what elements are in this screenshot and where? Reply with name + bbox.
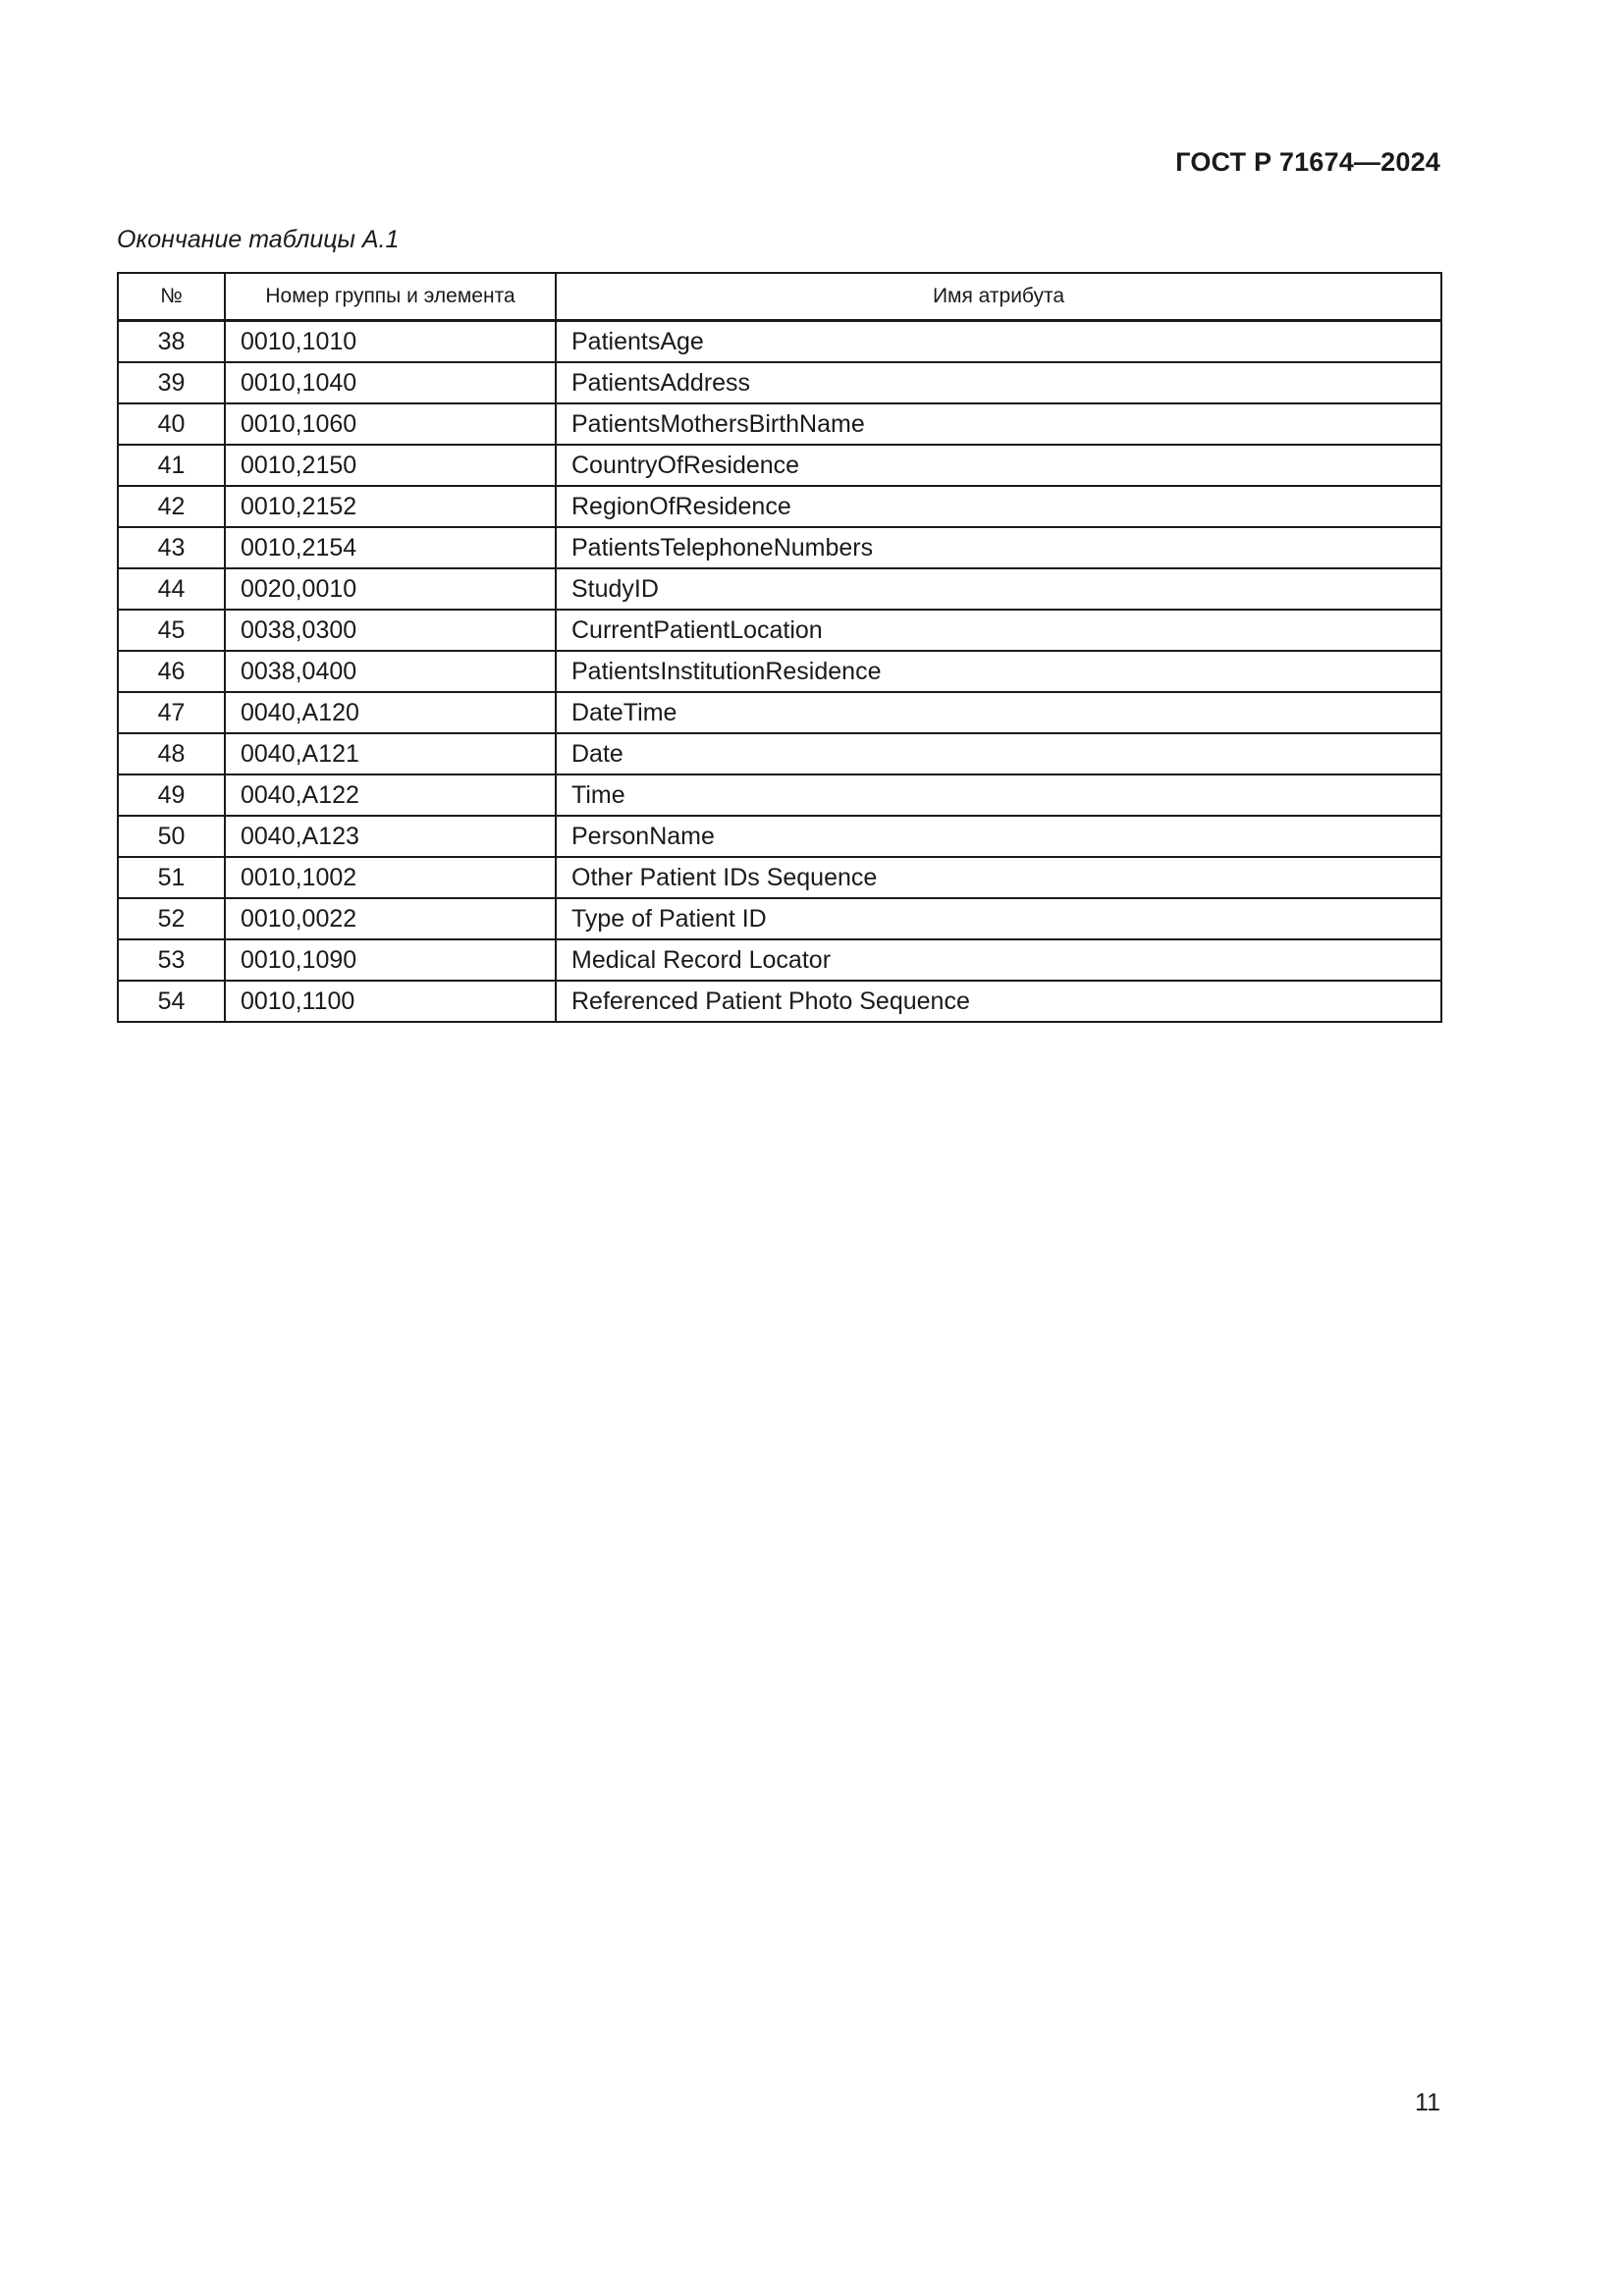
- attribute-name: Other Patient IDs Sequence: [556, 857, 1441, 898]
- table-row: [118, 403, 1441, 445]
- header-row: [118, 273, 1441, 321]
- table-row: [118, 568, 1441, 610]
- group-element-number: 0010,1100: [225, 981, 556, 1022]
- group-element-number: 0010,1010: [225, 321, 556, 363]
- row-number: 44: [118, 568, 225, 610]
- column-header-attribute-name: Имя атрибута: [556, 273, 1441, 321]
- table-row: [118, 692, 1441, 733]
- table-row: [118, 981, 1441, 1022]
- table-row: [118, 857, 1441, 898]
- row-number: 53: [118, 939, 225, 981]
- table-row: [118, 898, 1441, 939]
- group-element-number: 0010,1060: [225, 403, 556, 445]
- attribute-name: RegionOfResidence: [556, 486, 1441, 527]
- attribute-name: CountryOfResidence: [556, 445, 1441, 486]
- group-element-number: 0020,0010: [225, 568, 556, 610]
- row-number: 43: [118, 527, 225, 568]
- group-element-number: 0010,1090: [225, 939, 556, 981]
- table-row: [118, 445, 1441, 486]
- row-number: 47: [118, 692, 225, 733]
- row-number: 54: [118, 981, 225, 1022]
- table-row: [118, 486, 1441, 527]
- table-body: [118, 321, 1441, 1023]
- table-row: [118, 362, 1441, 403]
- row-number: 49: [118, 774, 225, 816]
- table-row: [118, 527, 1441, 568]
- table-row: [118, 651, 1441, 692]
- attribute-name: PatientsMothersBirthName: [556, 403, 1441, 445]
- group-element-number: 0010,1040: [225, 362, 556, 403]
- row-number: 51: [118, 857, 225, 898]
- attribute-name: PersonName: [556, 816, 1441, 857]
- row-number: 39: [118, 362, 225, 403]
- attribute-name: Medical Record Locator: [556, 939, 1441, 981]
- group-element-number: 0040,A123: [225, 816, 556, 857]
- attribute-name: DateTime: [556, 692, 1441, 733]
- attribute-name: PatientsTelephoneNumbers: [556, 527, 1441, 568]
- attribute-name: Date: [556, 733, 1441, 774]
- group-element-number: 0040,A120: [225, 692, 556, 733]
- attribute-name: StudyID: [556, 568, 1441, 610]
- row-number: 42: [118, 486, 225, 527]
- row-number: 48: [118, 733, 225, 774]
- attribute-name: Referenced Patient Photo Sequence: [556, 981, 1441, 1022]
- table-row: [118, 816, 1441, 857]
- table-row: [118, 939, 1441, 981]
- attribute-name: PatientsInstitutionResidence: [556, 651, 1441, 692]
- group-element-number: 0010,2150: [225, 445, 556, 486]
- group-element-number: 0040,A121: [225, 733, 556, 774]
- group-element-number: 0038,0400: [225, 651, 556, 692]
- page-number: 11: [1415, 2089, 1440, 2116]
- table-row: [118, 610, 1441, 651]
- attribute-name: PatientsAge: [556, 321, 1441, 363]
- table-header: [118, 273, 1441, 321]
- group-element-number: 0040,A122: [225, 774, 556, 816]
- attribute-name: PatientsAddress: [556, 362, 1441, 403]
- attribute-name: Type of Patient ID: [556, 898, 1441, 939]
- table-row: [118, 733, 1441, 774]
- attribute-name: CurrentPatientLocation: [556, 610, 1441, 651]
- group-element-number: 0038,0300: [225, 610, 556, 651]
- column-header-group-element: Номер группы и элемента: [225, 273, 556, 321]
- row-number: 50: [118, 816, 225, 857]
- table-row: [118, 321, 1441, 363]
- group-element-number: 0010,2152: [225, 486, 556, 527]
- table-caption: Окончание таблицы А.1: [117, 226, 400, 253]
- row-number: 45: [118, 610, 225, 651]
- table-row: [118, 774, 1441, 816]
- row-number: 41: [118, 445, 225, 486]
- row-number: 40: [118, 403, 225, 445]
- attribute-name: Time: [556, 774, 1441, 816]
- document-id: ГОСТ Р 71674—2024: [1175, 147, 1440, 177]
- row-number: 52: [118, 898, 225, 939]
- row-number: 46: [118, 651, 225, 692]
- group-element-number: 0010,1002: [225, 857, 556, 898]
- column-header-number: №: [118, 273, 225, 321]
- attribute-table: [117, 272, 1442, 1023]
- group-element-number: 0010,0022: [225, 898, 556, 939]
- row-number: 38: [118, 321, 225, 363]
- group-element-number: 0010,2154: [225, 527, 556, 568]
